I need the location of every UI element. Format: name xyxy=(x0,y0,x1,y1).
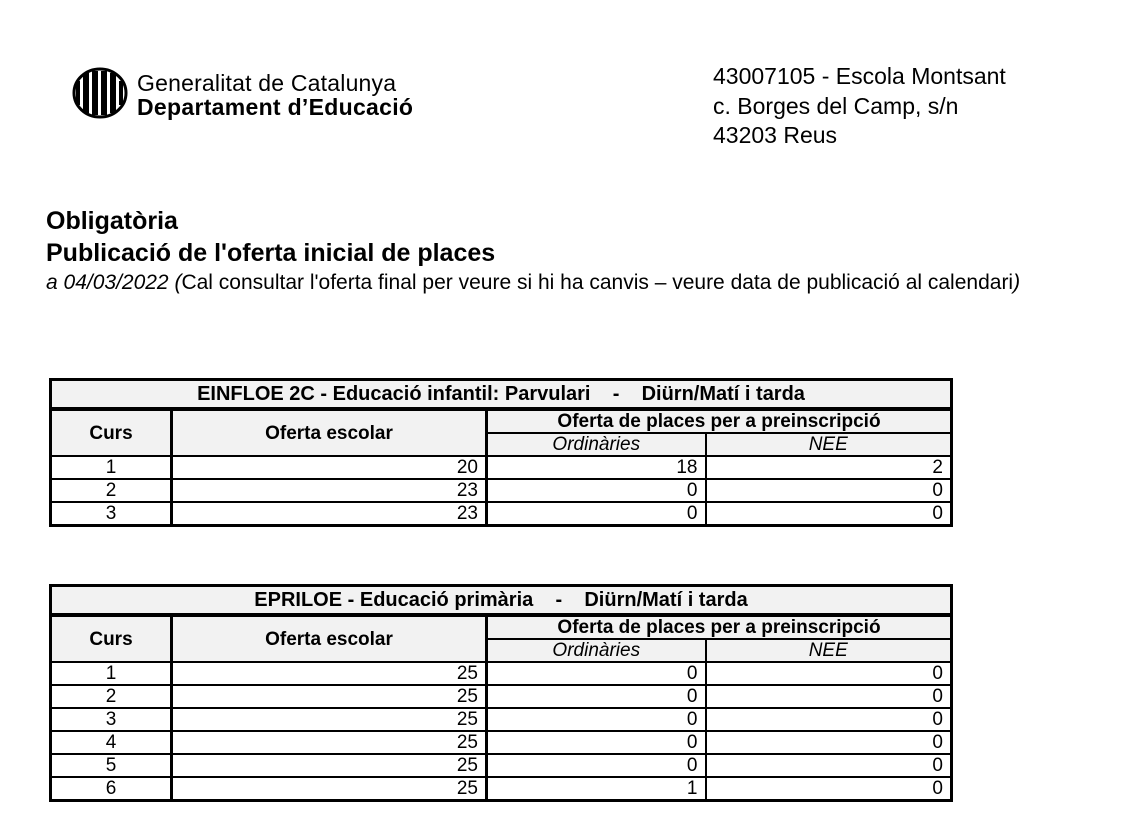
cell-oferta: 23 xyxy=(172,479,487,502)
cell-curs: 3 xyxy=(51,502,172,526)
generalitat-logo-icon xyxy=(72,67,128,119)
offer-table-infantil xyxy=(49,378,953,527)
table-row xyxy=(51,777,952,801)
org-line-2: Departament d’Educació xyxy=(137,94,414,121)
table-title: EPRILOE - Educació primària - Diürn/Matí i tarda xyxy=(51,586,952,616)
col-oferta-escolar: Oferta escolar xyxy=(172,409,487,456)
cell-curs: 3 xyxy=(51,708,172,731)
cell-ordinaries: 0 xyxy=(487,662,706,685)
table-row xyxy=(51,685,952,708)
cell-nee: 2 xyxy=(706,456,952,479)
cell-curs: 2 xyxy=(51,685,172,708)
cell-curs: 5 xyxy=(51,754,172,777)
cell-oferta: 25 xyxy=(172,685,487,708)
offer-table-primaria xyxy=(49,584,953,802)
cell-curs: 6 xyxy=(51,777,172,801)
table-row xyxy=(51,754,952,777)
col-ordinaries: Ordinàries xyxy=(487,433,706,456)
cell-ordinaries: 0 xyxy=(487,685,706,708)
note-close: ) xyxy=(1013,271,1021,294)
cell-oferta: 20 xyxy=(172,456,487,479)
cell-nee: 0 xyxy=(706,662,952,685)
publication-date: a 04/03/2022 ( xyxy=(46,271,182,294)
cell-oferta: 25 xyxy=(172,777,487,801)
cell-ordinaries: 1 xyxy=(487,777,706,801)
cell-ordinaries: 18 xyxy=(487,456,706,479)
cell-curs: 1 xyxy=(51,456,172,479)
cell-nee: 0 xyxy=(706,685,952,708)
cell-nee: 0 xyxy=(706,479,952,502)
table-row xyxy=(51,731,952,754)
publication-title: Publicació de l'oferta inicial de places xyxy=(46,239,496,267)
cell-ordinaries: 0 xyxy=(487,502,706,526)
table-row xyxy=(51,456,952,479)
col-curs: Curs xyxy=(51,409,172,456)
cell-curs: 4 xyxy=(51,731,172,754)
cell-nee: 0 xyxy=(706,708,952,731)
table-row xyxy=(51,479,952,502)
col-ordinaries: Ordinàries xyxy=(487,639,706,662)
page-heading xyxy=(46,205,1020,297)
col-nee: NEE xyxy=(706,639,952,662)
cell-oferta: 25 xyxy=(172,662,487,685)
table-row xyxy=(51,708,952,731)
table-row xyxy=(51,662,952,685)
cell-ordinaries: 0 xyxy=(487,708,706,731)
cell-nee: 0 xyxy=(706,777,952,801)
school-code-name: 43007105 - Escola Montsant xyxy=(713,63,1006,89)
cell-ordinaries: 0 xyxy=(487,479,706,502)
cell-oferta: 25 xyxy=(172,754,487,777)
cell-curs: 1 xyxy=(51,662,172,685)
note-text: Cal consultar l'oferta final per veure si hi ha canvis – veure data de publicació al calendari xyxy=(181,271,1014,294)
cell-ordinaries: 0 xyxy=(487,731,706,754)
table-title: EINFLOE 2C - Educació infantil: Parvulari - Diürn/Matí i tarda xyxy=(51,380,952,410)
school-city: 43203 Reus xyxy=(713,122,838,148)
col-oferta-places: Oferta de places per a preinscripció xyxy=(487,615,952,639)
organization-name xyxy=(137,71,413,119)
col-oferta-escolar: Oferta escolar xyxy=(172,615,487,662)
col-curs: Curs xyxy=(51,615,172,662)
cell-oferta: 23 xyxy=(172,502,487,526)
col-nee: NEE xyxy=(706,433,952,456)
cell-oferta: 25 xyxy=(172,708,487,731)
school-street: c. Borges del Camp, s/n xyxy=(713,92,959,119)
cell-nee: 0 xyxy=(706,502,952,526)
cell-oferta: 25 xyxy=(172,731,487,754)
cell-nee: 0 xyxy=(706,731,952,754)
cell-curs: 2 xyxy=(51,479,172,502)
publication-note xyxy=(46,269,1020,297)
school-info xyxy=(713,62,1006,151)
org-line-1: Generalitat de Catalunya xyxy=(137,70,397,96)
table-row xyxy=(51,502,952,526)
col-oferta-places: Oferta de places per a preinscripció xyxy=(487,409,952,433)
education-level-title: Obligatòria xyxy=(46,207,178,235)
cell-ordinaries: 0 xyxy=(487,754,706,777)
cell-nee: 0 xyxy=(706,754,952,777)
